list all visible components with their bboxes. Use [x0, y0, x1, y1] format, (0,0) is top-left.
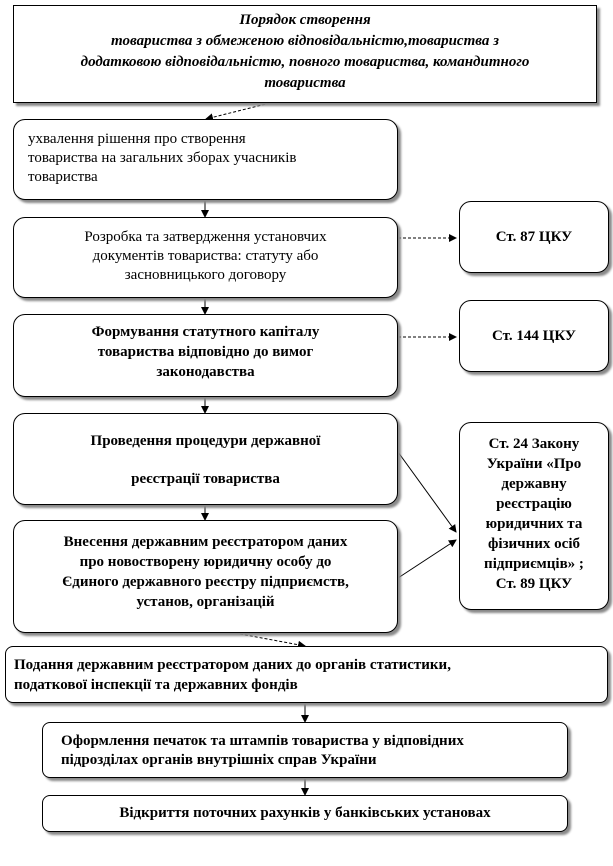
- step-5-box: [13, 520, 398, 633]
- step-1-line-1: ухвалення рішення про створення: [28, 131, 246, 147]
- ref-1-box: [459, 201, 609, 273]
- title-line-4: товариства: [264, 75, 346, 91]
- step-5-line-3: Єдиного державного реєстру підприємств,: [62, 574, 349, 590]
- ref-3-line-1: Ст. 24 Закону: [488, 436, 580, 452]
- step-1-line-3: товариства: [28, 169, 98, 185]
- step-7-line-1: Оформлення печаток та штампів товариства у відповідних: [61, 733, 464, 749]
- title-box: [13, 5, 597, 103]
- step-4-box: [13, 413, 398, 505]
- step-5-line-2: про новостворену юридичну особу до: [79, 554, 332, 570]
- ref-3-line-2: України «Про: [486, 456, 582, 472]
- step-6-line-2: податкової інспекції та державних фондів: [14, 677, 298, 693]
- step-4-line-2: реєстрації товариства: [131, 471, 280, 487]
- ref-3-line-8: Ст. 89 ЦКУ: [495, 576, 573, 592]
- step-6-line-1: Подання державним реєстратором даних до органів статистики,: [14, 657, 451, 673]
- step-4-line-1: Проведення процедури державної: [90, 433, 321, 449]
- ref-3-line-3: державну: [501, 476, 567, 492]
- step-7-line-2: підрозділах органів внутрішніх справ України: [61, 752, 377, 768]
- step-2-line-1: Розробка та затвердження установчих: [84, 229, 327, 245]
- step-5-line-4: установ, організацій: [136, 594, 275, 610]
- step-3-line-3: законодавства: [156, 364, 255, 380]
- ref-2-line-1: Ст. 144 ЦКУ: [492, 328, 576, 344]
- step-3-box: [13, 314, 398, 397]
- step-6-box: [5, 646, 608, 703]
- ref-3-line-5: юридичних та: [485, 516, 583, 532]
- ref-3-line-4: реєстрацію: [496, 496, 572, 512]
- arrow-step5-to-ref3: [398, 540, 456, 578]
- step-8-line-1: Відкриття поточних рахунків у банківських установах: [119, 805, 491, 821]
- step-2-line-2: документів товариства: статуту або: [92, 248, 319, 264]
- title-line-2: товариства з обмеженою відповідальністю,товариства з: [111, 33, 499, 49]
- step-1-box: [13, 119, 398, 200]
- ref-3-box: [459, 422, 609, 610]
- ref-2-box: [459, 300, 609, 372]
- step-8-box: [42, 795, 568, 832]
- title-line-3: додатковою відповідальністю, повного товариства, командитного: [80, 54, 530, 70]
- ref-3-line-6: фізичних осіб: [487, 536, 581, 552]
- step-3-line-2: товариства відповідно до вимог: [97, 344, 314, 360]
- arrow-step4-to-ref3: [398, 452, 456, 532]
- step-1-line-2: товариства на загальних зборах учасників: [28, 150, 297, 166]
- ref-3-line-7: підприємців» ;: [484, 556, 584, 572]
- step-5-line-1: Внесення державним реєстратором даних: [63, 534, 348, 550]
- arrow-step5-to-step6: [235, 633, 305, 646]
- step-2-box: [13, 217, 398, 298]
- ref-1-line-1: Ст. 87 ЦКУ: [495, 229, 573, 245]
- arrow-title-to-step1: [206, 103, 270, 119]
- step-3-line-1: Формування статутного капіталу: [91, 324, 320, 340]
- step-2-line-3: засновницького договору: [124, 267, 287, 283]
- step-7-box: [42, 722, 568, 778]
- title-line-1: Порядок створення: [239, 12, 371, 28]
